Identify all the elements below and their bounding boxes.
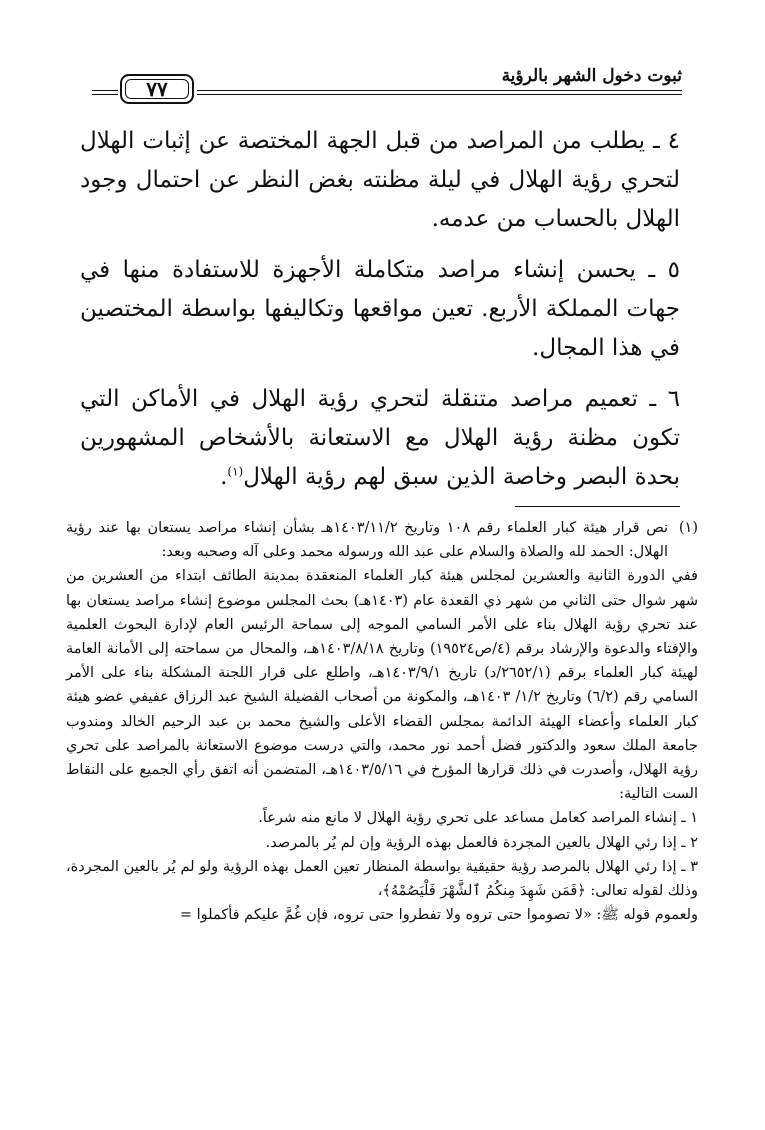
footnote	[66, 516, 698, 927]
paragraph-6	[80, 380, 680, 497]
header-rule	[197, 90, 682, 95]
paragraph-4: ٤ ـ يطلب من المراصد من قبل الجهة المختصة عن إثبات الهلال لتحري رؤية الهلال في ليلة مظنته بغض النظر عن احتمال وجود الهلال بالحساب من عدمه.	[80, 128, 680, 232]
footnote-reference[interactable]: (١)	[227, 464, 244, 479]
footnote-marker: (١)	[678, 520, 698, 536]
main-text	[80, 122, 680, 509]
footnote-continuation: ولعموم قوله ﷺ: «لا تصوموا حتى تروه ولا تفطروا حتى تروه، فإن غُمَّ عليكم فأكملوا =	[179, 907, 698, 924]
footnote-item-2: ٢ ـ إذا رئي الهلال بالعين المجردة فالعمل بهذه الرؤية وإن لم يُر بالمرصد.	[265, 834, 698, 851]
page-number-text: ٧٧	[146, 77, 168, 101]
page-header	[92, 64, 682, 104]
footnote-content	[66, 516, 668, 564]
paragraph-6-end: .	[220, 464, 228, 490]
footnote-head	[66, 516, 698, 564]
page-number	[120, 74, 194, 104]
paragraph-5: ٥ ـ يحسن إنشاء مراصد متكاملة الأجهزة للاستفادة منها في جهات المملكة الأربع. تعين مواقعها وتكاليفها بواسطة المختصين في هذا المجال.	[80, 257, 680, 361]
running-title: ثبوت دخول الشهر بالرؤية	[501, 66, 682, 86]
footnote-item-3: ٣ ـ إذا رئي الهلال بالمرصد رؤية حقيقية بواسطة المنظار تعين العمل بهذه الرؤية ولو لم يُر بالعين المجردة، وذلك لقوله تعالى: ﴿فَمَن شَهِدَ مِنكُمُ ٱلشَّهْرَ فَلْيَصُمْهُ﴾،	[66, 858, 698, 900]
footnote-item-1: ١ ـ إنشاء المراصد كعامل مساعد على تحري رؤية الهلال لا مانع منه شرعاً.	[258, 810, 698, 827]
footnote-body: ففي الدورة الثانية والعشرين لمجلس هيئة كبار العلماء المنعقدة بمدينة الطائف ابتداء من العشرين من شهر شوال حتى الثاني من شهر ذي القعدة عام (١٤٠٣هـ) بحث المجلس موضوع إنشاء مراصد يستعان بها عند تحري رؤية الهلال بناء على الأمر السامي الموجه إلى سماحة الرئيس العام لإدارة البحوث العلمية والإفتاء والدعوة والإرشاد برقم (٤/ص١٩٥٢٤) وتاريخ ١٤٠٣/٨/١٨هـ، والمحال من سماحته إلى الأمانة العامة لهيئة كبار العلماء برقم (٢٦٥٢/١/د) تاريخ ١٤٠٣/٩/١هـ، واطلع على قرار اللجنة المشكلة بناء على الأمر السامي رقم (٦/٢) وتاريخ ١/٢/ ١٤٠٣هـ، والمكونة من أصحاب الفضيلة الشيخ عبد الرزاق عفيفي عضو هيئة كبار العلماء وأعضاء الهيئة الدائمة بمجلس القضاء الأعلى والشيخ محمد بن عبد الرحيم الخالد ومندوب جامعة الملك سعود والدكتور فضل أحمد نور محمد، والتي درست موضوع الاستعانة بالمراصد على تحري رؤية الهلال، وأصدرت في ذلك قرارها المؤرخ في ١٤٠٣/٥/١٦هـ، المتضمن أنه اتفق رأي الجميع على النقاط الست التالية:	[66, 568, 699, 803]
footnote-intro: نص قرار هيئة كبار العلماء رقم ١٠٨ وتاريخ ١٤٠٣/١١/٢هـ بشأن إنشاء مراصد يستعان بها عند رؤية الهلال: الحمد لله والصلاة والسلام على عبد الله ورسوله محمد وعلى آله وصحبه وبعد:	[66, 520, 669, 561]
paragraph-6-text: ٦ ـ تعميم مراصد متنقلة لتحري رؤية الهلال في الأماكن التي تكون مظنة رؤية الهلال مع الاستعانة بالأشخاص المشهورين بحدة البصر وخاصة الذين سبق لهم رؤية الهلال	[80, 386, 680, 490]
footnote-separator	[515, 506, 680, 507]
header-rule-left	[92, 90, 118, 95]
